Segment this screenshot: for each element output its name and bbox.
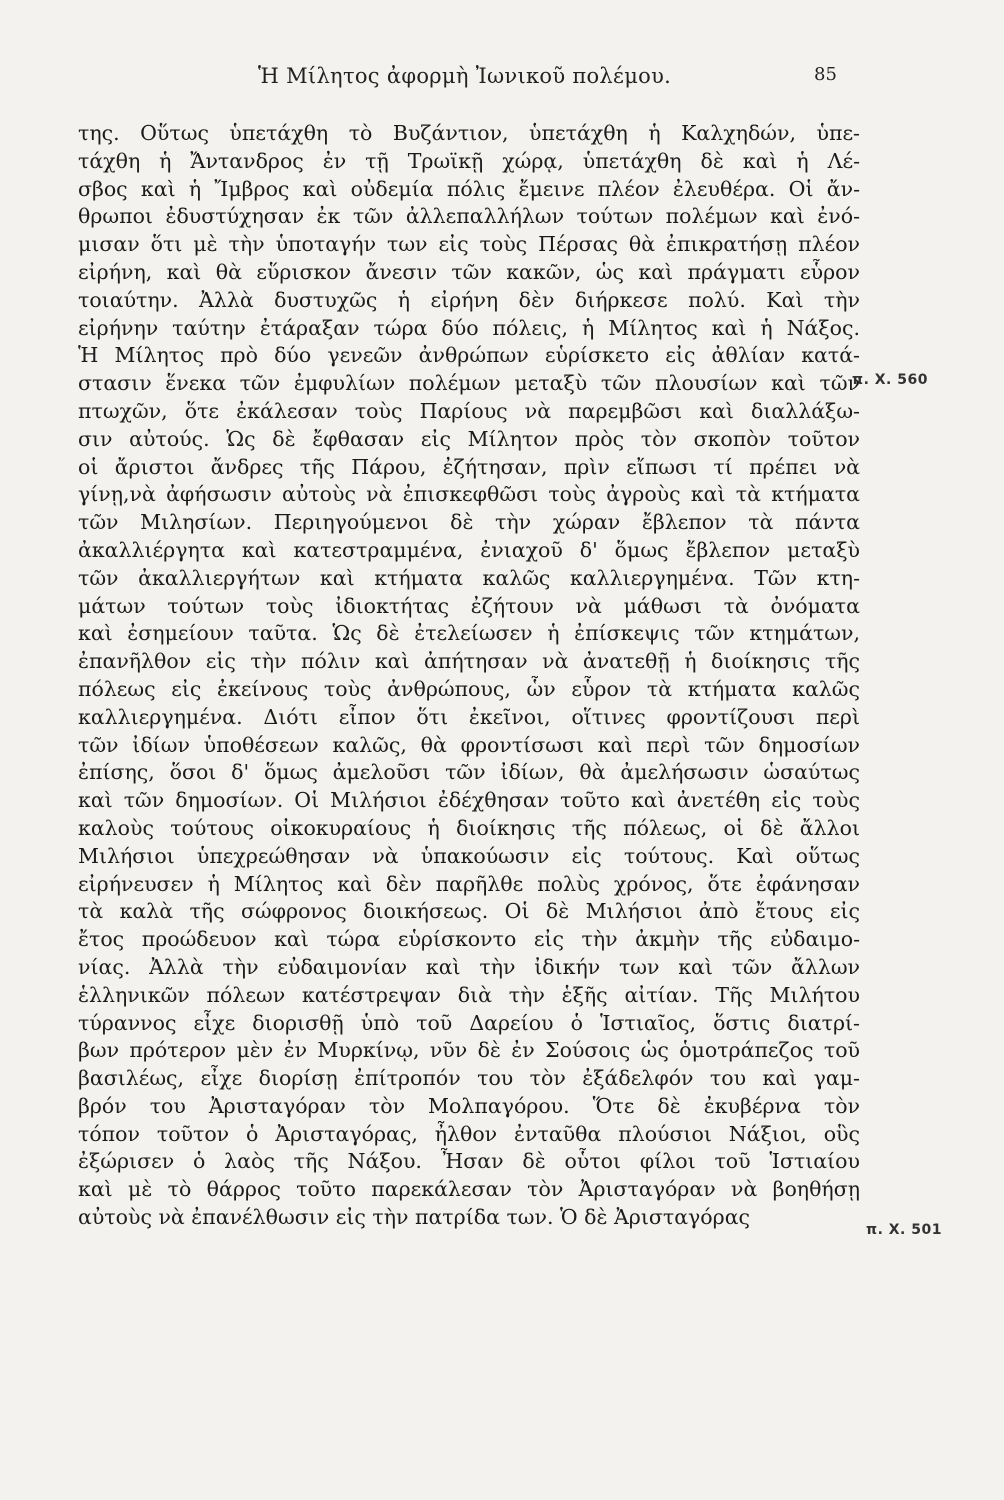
text-line: σβος καὶ ἡ Ἴμβρος καὶ οὐδεμία πόλις ἔμεινε πλέον ἐλευθέρα. Οἱ ἄν-: [78, 176, 860, 201]
text-line: νίας. Ἀλλὰ τὴν εὐδαιμονίαν καὶ τὴν ἰδικήν των καὶ τῶν ἄλλων: [78, 954, 860, 979]
text-line: καλοὺς τούτους οἰκοκυραίους ἡ διοίκησις τῆς πόλεως, οἱ δὲ ἄλλοι: [78, 815, 860, 840]
text-line: τύραννος εἶχε διορισθῇ ὑπὸ τοῦ Δαρείου ὁ Ἱστιαῖος, ὅστις διατρί-: [78, 1010, 860, 1035]
text-line: καὶ μὲ τὸ θάρρος τοῦτο παρεκάλεσαν τὸν Ἀρισταγόραν νὰ βοηθήσῃ: [78, 1177, 860, 1202]
text-line: της. Οὕτως ὑπετάχθη τὸ Βυζάντιον, ὑπετάχθη ἡ Καλχηδών, ὑπε-: [78, 121, 860, 145]
text-line: γίνῃ,νὰ ἀφήσωσιν αὐτοὺς νὰ ἐπισκεφθῶσι τοὺς ἀγροὺς καὶ τὰ κτήματα: [78, 482, 860, 507]
text-line: εἰρήνη, καὶ θὰ εὕρισκον ἄνεσιν τῶν κακῶν, ὡς καὶ πράγματι εὗρον: [78, 259, 860, 284]
text-line: τόπον τοῦτον ὁ Ἀρισταγόρας, ἦλθον ἐνταῦθα πλούσιοι Νάξιοι, οὓς: [78, 1121, 860, 1146]
text-line: εἰρήνην ταύτην ἐτάραξαν τώρα δύο πόλεις, ἡ Μίλητος καὶ ἡ Νάξος.: [78, 315, 860, 340]
text-line: τὰ καλὰ τῆς σώφρονος διοικήσεως. Οἱ δὲ Μιλήσιοι ἀπὸ ἔτους εἰς: [78, 899, 860, 924]
page-number: 85: [814, 64, 837, 85]
text-line: αὐτοὺς νὰ ἐπανέλθωσιν εἰς τὴν πατρίδα των. Ὁ δὲ Ἀρισταγόρας: [78, 1205, 751, 1230]
text-line: τάχθη ἡ Ἄντανδρος ἐν τῇ Τρωϊκῇ χώρᾳ, ὑπετάχθη δὲ καὶ ἡ Λέ-: [78, 148, 860, 173]
text-line: Μιλήσιοι ὑπεχρεώθησαν νὰ ὑπακούωσιν εἰς τούτους. Καὶ οὕτως: [78, 843, 860, 868]
running-head: Ἡ Μίλητος ἀφορμὴ Ἰωνικοῦ πολέμου.: [258, 64, 672, 88]
text-line: καὶ ἐσημείουν ταῦτα. Ὡς δὲ ἐτελείωσεν ἡ ἐπίσκεψις τῶν κτημάτων,: [78, 621, 860, 646]
text-line: πόλεως εἰς ἐκείνους τοὺς ἀνθρώπους, ὧν εὗρον τὰ κτήματα καλῶς: [78, 676, 860, 701]
text-line: ἐξώρισεν ὁ λαὸς τῆς Νάξου. Ἦσαν δὲ οὗτοι φίλοι τοῦ Ἱστιαίου: [78, 1149, 860, 1174]
text-line: μισαν ὅτι μὲ τὴν ὑποταγήν των εἰς τοὺς Πέρσας θὰ ἐπικρατήσῃ πλέον: [78, 232, 860, 257]
text-line: ἑλληνικῶν πόλεων κατέστρεψαν διὰ τὴν ἑξῆς αἰτίαν. Τῆς Μιλήτου: [78, 982, 860, 1007]
text-line: θρωποι ἐδυστύχησαν ἐκ τῶν ἀλλεπαλλήλων τούτων πολέμων καὶ ἐνό-: [78, 204, 860, 229]
text-line: βασιλέως, εἶχε διορίσῃ ἐπίτροπόν του τὸν ἐξάδελφόν του καὶ γαμ-: [78, 1066, 860, 1091]
text-line: καὶ τῶν δημοσίων. Οἱ Μιλήσιοι ἐδέχθησαν τοῦτο καὶ ἀνετέθη εἰς τοὺς: [78, 788, 860, 813]
text-line: ἐπίσης, ὅσοι δ' ὅμως ἀμελοῦσι τῶν ἰδίων, θὰ ἀμελήσωσιν ὡσαύτως: [78, 760, 860, 785]
text-line: πτωχῶν, ὅτε ἐκάλεσαν τοὺς Παρίους νὰ παρεμβῶσι καὶ διαλλάξω-: [78, 398, 860, 423]
margin-date-note: π. Χ. 501: [866, 1222, 942, 1238]
text-line: ἐπανῆλθον εἰς τὴν πόλιν καὶ ἀπήτησαν νὰ ἀνατεθῇ ἡ διοίκησις τῆς: [78, 649, 860, 674]
text-line: ἔτος προώδευον καὶ τώρα εὑρίσκοντο εἰς τὴν ἀκμὴν τῆς εὐδαιμο-: [78, 927, 860, 952]
text-line: στασιν ἕνεκα τῶν ἐμφυλίων πολέμων μεταξὺ τῶν πλουσίων καὶ τῶν: [78, 371, 860, 396]
body-text: [78, 120, 860, 1232]
text-line: βων πρότερον μὲν ἐν Μυρκίνῳ, νῦν δὲ ἐν Σούσοις ὡς ὁμοτράπεζος τοῦ: [78, 1038, 860, 1063]
text-line: τοιαύτην. Ἀλλὰ δυστυχῶς ἡ εἰρήνη δὲν διήρκεσε πολύ. Καὶ τὴν: [78, 287, 860, 312]
text-line: βρόν του Ἀρισταγόραν τὸν Μολπαγόρου. Ὅτε δὲ ἐκυβέρνα τὸν: [78, 1093, 860, 1118]
text-line: μάτων τούτων τοὺς ἰδιοκτήτας ἐζήτουν νὰ μάθωσι τὰ ὀνόματα: [78, 593, 860, 618]
text-line: τῶν ἀκαλλιεργήτων καὶ κτήματα καλῶς καλλιεργημένα. Τῶν κτη-: [78, 565, 860, 590]
text-line: ἀκαλλιέργητα καὶ κατεστραμμένα, ἐνιαχοῦ δ' ὅμως ἔβλεπον μεταξὺ: [78, 537, 860, 562]
text-line: σιν αὐτούς. Ὡς δὲ ἔφθασαν εἰς Μίλητον πρὸς τὸν σκοπὸν τοῦτον: [78, 426, 860, 451]
text-line: τῶν Μιλησίων. Περιηγούμενοι δὲ τὴν χώραν ἔβλεπον τὰ πάντα: [78, 510, 860, 535]
text-line: εἰρήνευσεν ἡ Μίλητος καὶ δὲν παρῆλθε πολὺς χρόνος, ὅτε ἐφάνησαν: [78, 871, 860, 896]
margin-date-note: π. Χ. 560: [852, 372, 928, 388]
text-line: Ἡ Μίλητος πρὸ δύο γενεῶν ἀνθρώπων εὑρίσκετο εἰς ἀθλίαν κατά-: [78, 343, 860, 368]
text-line: καλλιεργημένα. Διότι εἶπον ὅτι ἐκεῖνοι, οἵτινες φροντίζουσι περὶ: [78, 704, 860, 729]
text-line: τῶν ἰδίων ὑποθέσεων καλῶς, θὰ φροντίσωσι καὶ περὶ τῶν δημοσίων: [78, 732, 860, 757]
text-line: οἱ ἄριστοι ἄνδρες τῆς Πάρου, ἐζήτησαν, πρὶν εἴπωσι τί πρέπει νὰ: [78, 454, 860, 479]
